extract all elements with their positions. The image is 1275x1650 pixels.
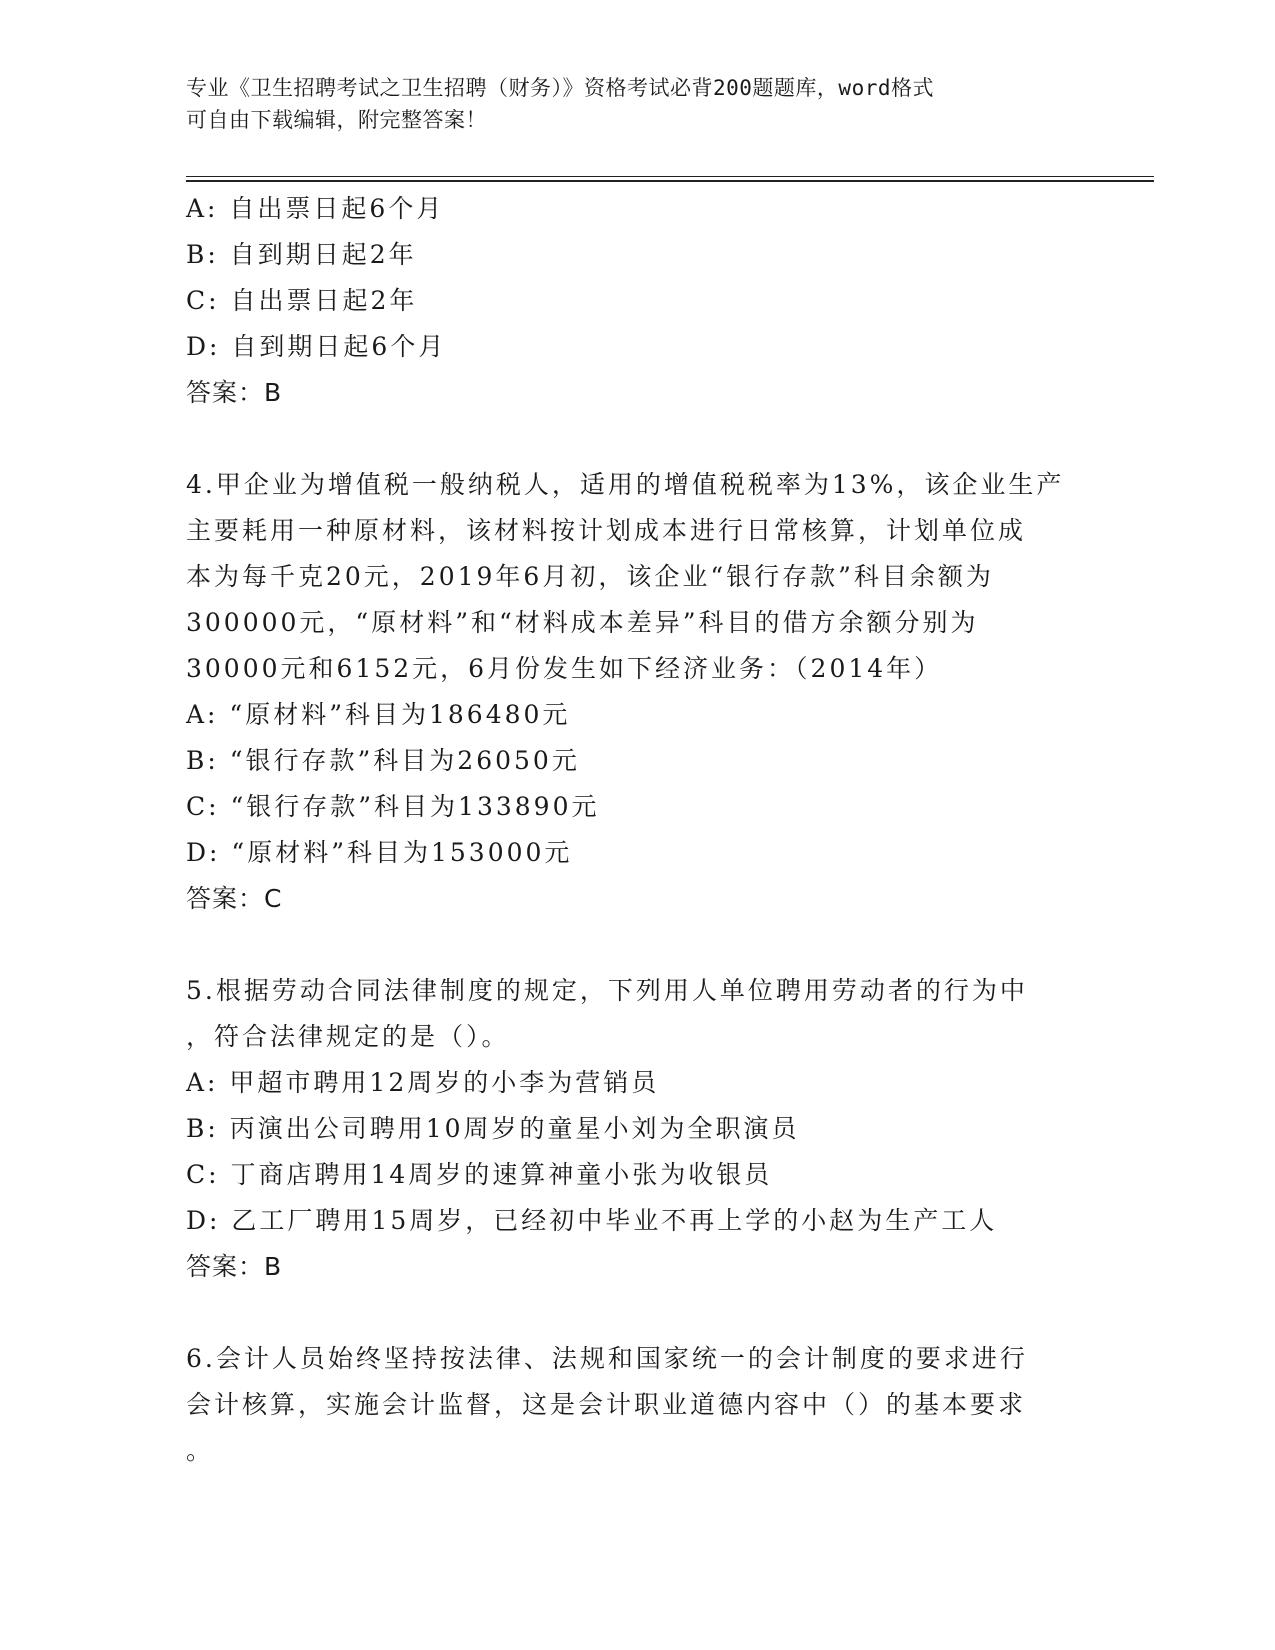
q5-stem-line: 5.根据劳动合同法律制度的规定，下列用人单位聘用劳动者的行为中 xyxy=(186,976,1028,1005)
header-title-line-2: 可自由下载编辑，附完整答案！ xyxy=(186,108,487,132)
header-divider-thin xyxy=(186,176,1154,177)
q5-option-b: B: 丙演出公司聘用10周岁的童星小刘为全职演员 xyxy=(186,1114,800,1143)
q4-stem-line: 4.甲企业为增值税一般纳税人，适用的增值税税率为13%，该企业生产 xyxy=(186,470,1065,499)
question-list xyxy=(186,186,1086,1474)
q4-stem-line: 本为每千克20元，2019年6月初，该企业“银行存款”科目余额为 xyxy=(186,562,994,591)
q4-option-a: A: “原材料”科目为186480元 xyxy=(186,700,571,729)
q3-option-b: B: 自到期日起2年 xyxy=(186,240,417,269)
document-header xyxy=(186,72,1066,136)
q3-answer: 答案：B xyxy=(186,378,283,407)
q4-stem-line: 300000元，“原材料”和“材料成本差异”科目的借方余额分别为 xyxy=(186,608,979,637)
spacer xyxy=(186,416,1086,462)
q4-stem-line: 主要耗用一种原材料，该材料按计划成本进行日常核算，计划单位成 xyxy=(186,516,1027,545)
q3-option-a: A: 自出票日起6个月 xyxy=(186,194,445,223)
q6-stem-line: 6.会计人员始终坚持按法律、法规和国家统一的会计制度的要求进行 xyxy=(186,1344,1028,1373)
q5-option-c: C: 丁商店聘用14周岁的速算神童小张为收银员 xyxy=(186,1160,773,1189)
q4-option-c: C: “银行存款”科目为133890元 xyxy=(186,792,600,821)
q6-stem-line: 。 xyxy=(186,1436,215,1465)
q5-answer: 答案：B xyxy=(186,1252,283,1281)
spacer xyxy=(186,1290,1086,1336)
q3-option-c: C: 自出票日起2年 xyxy=(186,286,418,315)
q3-option-d: D: 自到期日起6个月 xyxy=(186,332,447,361)
question-3 xyxy=(186,186,1086,416)
q6-stem-line: 会计核算，实施会计监督，这是会计职业道德内容中（）的基本要求 xyxy=(186,1390,1027,1419)
header-divider-thick xyxy=(186,180,1154,182)
question-5 xyxy=(186,968,1086,1290)
question-6 xyxy=(186,1336,1086,1474)
question-4 xyxy=(186,462,1086,922)
header-title-line-1: 专业《卫生招聘考试之卫生招聘（财务）》资格考试必背200题题库，word格式 xyxy=(186,76,934,100)
q4-option-d: D: “原材料”科目为153000元 xyxy=(186,838,573,867)
q5-option-d: D: 乙工厂聘用15周岁，已经初中毕业不再上学的小赵为生产工人 xyxy=(186,1206,998,1235)
q4-answer: 答案：C xyxy=(186,884,283,913)
spacer xyxy=(186,922,1086,968)
q4-option-b: B: “银行存款”科目为26050元 xyxy=(186,746,580,775)
q4-stem-line: 30000元和6152元，6月份发生如下经济业务：（2014年） xyxy=(186,654,943,683)
q5-option-a: A: 甲超市聘用12周岁的小李为营销员 xyxy=(186,1068,660,1097)
q5-stem-line: ，符合法律规定的是（）。 xyxy=(186,1022,510,1051)
